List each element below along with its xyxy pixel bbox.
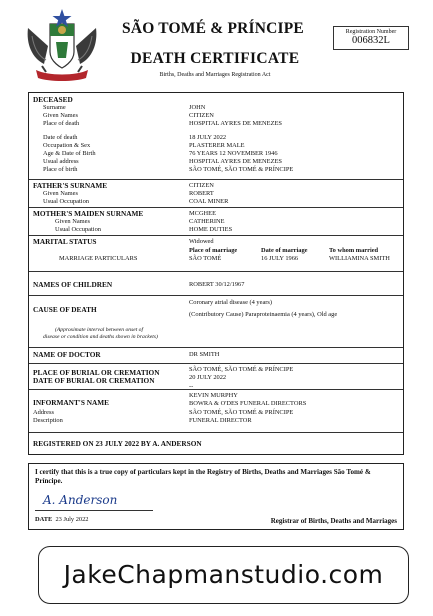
burial-place-heading: PLACE OF BURIAL OR CREMATION — [33, 368, 160, 377]
cause-of-death-heading: CAUSE OF DEATH — [33, 305, 97, 314]
informant-address-label: Address — [33, 409, 54, 416]
certification-date — [35, 516, 89, 523]
to-whom-married-value: WILLIAMINA SMITH — [329, 255, 390, 262]
children-heading: NAMES OF CHILDREN — [33, 280, 113, 289]
mother-heading: MOTHER'S MAIDEN SURNAME — [33, 209, 144, 218]
father-occupation-value: COAL MINER — [189, 198, 229, 205]
place-of-death-label: Place of death — [43, 120, 80, 127]
place-of-birth-value: SÃO TOMÉ, SÃO TOMÉ & PRÍNCIPE — [189, 166, 294, 173]
cause-line1: Coronary atrial disease (4 years) — [189, 299, 273, 306]
registrar-signature — [35, 488, 145, 510]
registration-number-box — [333, 26, 409, 50]
usual-address-value: HOSPITAL AYRES DE MENEZES — [189, 158, 282, 165]
burial-date-heading: DATE OF BURIAL OR CREMATION — [33, 376, 155, 385]
mother-occupation-value: HOME DUTIES — [189, 226, 233, 233]
divider — [29, 432, 403, 433]
surname-value: JOHN — [189, 104, 206, 111]
informant-address-value: SÃO TOMÉ, SÃO TOMÉ & PRÍNCIPE — [189, 409, 294, 416]
signature-line — [35, 510, 153, 511]
registration-number: 006832L — [352, 35, 390, 46]
father-heading: FATHER'S SURNAME — [33, 181, 108, 190]
registrar-title: Registrar of Births, Deaths and Marriages — [270, 517, 397, 525]
divider — [29, 363, 403, 364]
divider — [29, 179, 403, 180]
place-of-death-value: HOSPITAL AYRES DE MENEZES — [189, 120, 282, 127]
website-banner: JakeChapmanstudio.com — [38, 546, 409, 604]
deceased-heading: DECEASED — [33, 95, 73, 104]
cause-line2: (Contributory Cause) Paraproteinaemia (4 years), Old age — [189, 311, 338, 318]
given-names-label: Given Names — [43, 112, 78, 119]
coat-of-arms-emblem — [22, 6, 102, 86]
doctor-value: DR SMITH — [189, 351, 220, 358]
informant-description-label: Description — [33, 417, 63, 424]
divider — [29, 271, 403, 272]
signature-text: A. Anderson — [43, 493, 118, 507]
occupation-sex-value: PLASTERER MALE — [189, 142, 245, 149]
document-title: DEATH CERTIFICATE — [130, 50, 300, 67]
date-of-marriage-value: 16 JULY 1966 — [261, 255, 299, 262]
mother-surname-value: MCGHEE — [189, 210, 216, 217]
burial-dash: -- — [189, 383, 194, 390]
given-names-value: CITIZEN — [189, 112, 214, 119]
father-occupation-label: Usual Occupation — [43, 198, 89, 205]
place-of-marriage-value: SÃO TOMÉ — [189, 255, 222, 262]
burial-place-value: SÃO TOMÉ, SÃO TOMÉ & PRÍNCIPE — [189, 366, 294, 373]
mother-given-names-value: CATHERINE — [189, 218, 225, 225]
occupation-sex-label: Occupation & Sex — [43, 142, 91, 149]
marriage-particulars-label: MARRIAGE PARTICULARS — [59, 255, 138, 262]
mother-given-names-label: Given Names — [55, 218, 90, 225]
date-of-death-label: Date of death — [43, 134, 78, 141]
cause-note-line1: (Approximate interval between onset of — [55, 327, 144, 333]
informant-company-value: BOWRA & O'DES FUNERAL DIRECTORS — [189, 400, 307, 407]
usual-address-label: Usual address — [43, 158, 79, 165]
certification-box — [28, 463, 404, 530]
age-dob-label: Age & Date of Birth — [43, 150, 96, 157]
date-of-death-value: 18 JULY 2022 — [189, 134, 227, 141]
father-surname-value: CITIZEN — [189, 182, 214, 189]
father-given-names-value: ROBERT — [189, 190, 214, 197]
marital-status-value: Widowed — [189, 238, 214, 245]
informant-name-value: KEVIN MURPHY — [189, 392, 238, 399]
mother-occupation-label: Usual Occupation — [55, 226, 101, 233]
country-name: SÃO TOMÉ & PRÍNCIPE — [122, 20, 304, 37]
divider — [29, 389, 403, 390]
act-subtitle: Births, Deaths and Marriages Registration Act — [159, 72, 271, 78]
divider — [29, 235, 403, 236]
date-value: 23 July 2022 — [55, 516, 89, 523]
registered-line: REGISTERED ON 23 JULY 2022 BY A. ANDERSON — [33, 439, 202, 448]
place-of-marriage-header: Place of marriage — [189, 247, 238, 254]
place-of-birth-label: Place of birth — [43, 166, 78, 173]
cause-note-line2: disease or condition and deaths shown in brackets) — [43, 334, 158, 340]
particulars-table — [28, 92, 404, 455]
marital-status-heading: MARITAL STATUS — [33, 237, 97, 246]
date-of-marriage-header: Date of marriage — [261, 247, 308, 254]
age-dob-value: 76 YEARS 12 NOVEMBER 1946 — [189, 150, 278, 157]
to-whom-married-header: To whom married — [329, 247, 379, 254]
divider — [29, 347, 403, 348]
doctor-heading: NAME OF DOCTOR — [33, 350, 101, 359]
divider — [29, 295, 403, 296]
certification-text: I certify that this is a true copy of particulars kept in the Registry of Births, Deaths and Marriages São Tomé & Príncipe. — [35, 468, 371, 485]
divider — [29, 207, 403, 208]
registration-label: Registration Number — [345, 29, 397, 35]
father-given-names-label: Given Names — [43, 190, 78, 197]
informant-heading: INFORMANT'S NAME — [33, 398, 110, 407]
children-value: ROBERT 30/12/1967 — [189, 281, 245, 288]
date-label: DATE — [35, 516, 53, 523]
informant-description-value: FUNERAL DIRECTOR — [189, 417, 252, 424]
burial-date-value: 20 JULY 2022 — [189, 374, 227, 381]
surname-label: Surname — [43, 104, 66, 111]
